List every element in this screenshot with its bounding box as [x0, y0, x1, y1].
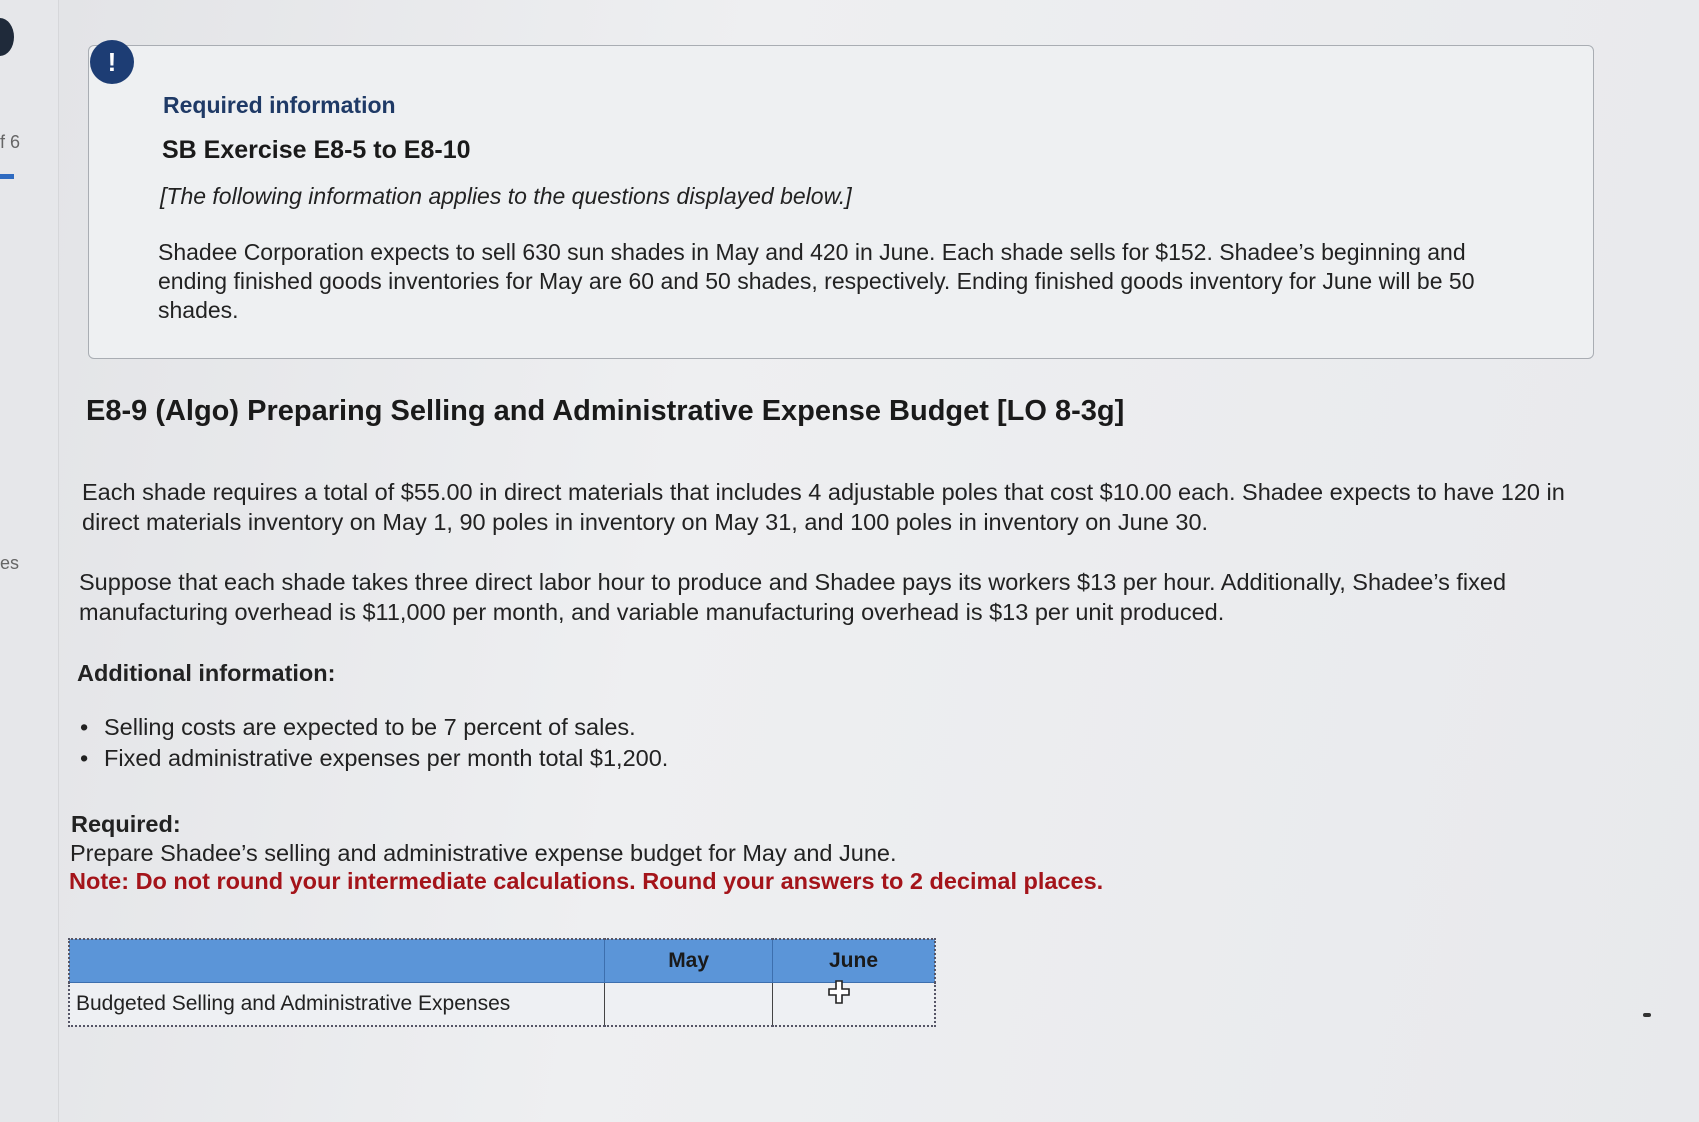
materials-paragraph: Each shade requires a total of $55.00 in direct materials that includes 4 adjustable poles that cost $10.00 each. Shadee expects to have 120 in direct materials inventory on May 1, 90 poles in inventory on May 31, and 100 poles in inventory on June 30.	[82, 479, 1565, 535]
required-instruction: Prepare Shadee’s selling and administrative expense budget for May and June.	[70, 840, 897, 866]
labor-paragraph: Suppose that each shade takes three direct labor hour to produce and Shadee pays its workers $13 per hour. Additionally, Shadee’s fixed manufacturing overhead is $11,000 per month, and variable manufacturing overhead is $13 per unit produced.	[79, 569, 1507, 625]
header-may: May	[605, 939, 773, 983]
may-input[interactable]	[606, 986, 771, 1022]
scenario-paragraph: Shadee Corporation expects to sell 630 sun shades in May and 420 in June. Each shade sells for $152. Shadee’s beginning and ending finished goods inventories for May are 60 and 50 shades, respectively. Ending finished goods inventory for June will be 50 shades.	[158, 239, 1475, 323]
left-navigation-strip	[0, 0, 59, 1122]
question-title: E8-9 (Algo) Preparing Selling and Administrative Expense Budget [LO 8-3g]	[86, 395, 1125, 427]
may-cell[interactable]	[605, 983, 773, 1027]
additional-information-heading: Additional information:	[77, 660, 336, 686]
budget-table	[68, 938, 936, 1027]
table-row	[69, 983, 935, 1027]
june-input[interactable]	[774, 986, 933, 1022]
exclamation-circle-icon: !	[90, 40, 134, 84]
additional-information-list	[78, 712, 668, 774]
edge-page-label: f 6	[0, 132, 21, 152]
decorative-mark	[1643, 1013, 1651, 1017]
applies-note: [The following information applies to the questions displayed below.]	[160, 183, 852, 209]
header-blank	[69, 939, 605, 983]
nav-dot-icon[interactable]	[0, 18, 14, 56]
required-heading: Required:	[71, 811, 181, 837]
exercise-title: SB Exercise E8-5 to E8-10	[162, 136, 471, 164]
header-june: June	[773, 939, 935, 983]
list-item: • Fixed administrative expenses per month total $1,200.	[78, 743, 668, 774]
table-header-row	[69, 939, 935, 983]
list-item: • Selling costs are expected to be 7 percent of sales.	[78, 712, 668, 743]
edge-item-label[interactable]: es	[0, 553, 20, 573]
june-cell[interactable]	[773, 983, 935, 1027]
progress-indicator	[0, 174, 14, 179]
row-label-budgeted-expenses: Budgeted Selling and Administrative Expenses	[69, 983, 605, 1027]
rounding-note: Note: Do not round your intermediate calculations. Round your answers to 2 decimal places.	[69, 868, 1104, 894]
required-information-heading: Required information	[163, 92, 396, 118]
